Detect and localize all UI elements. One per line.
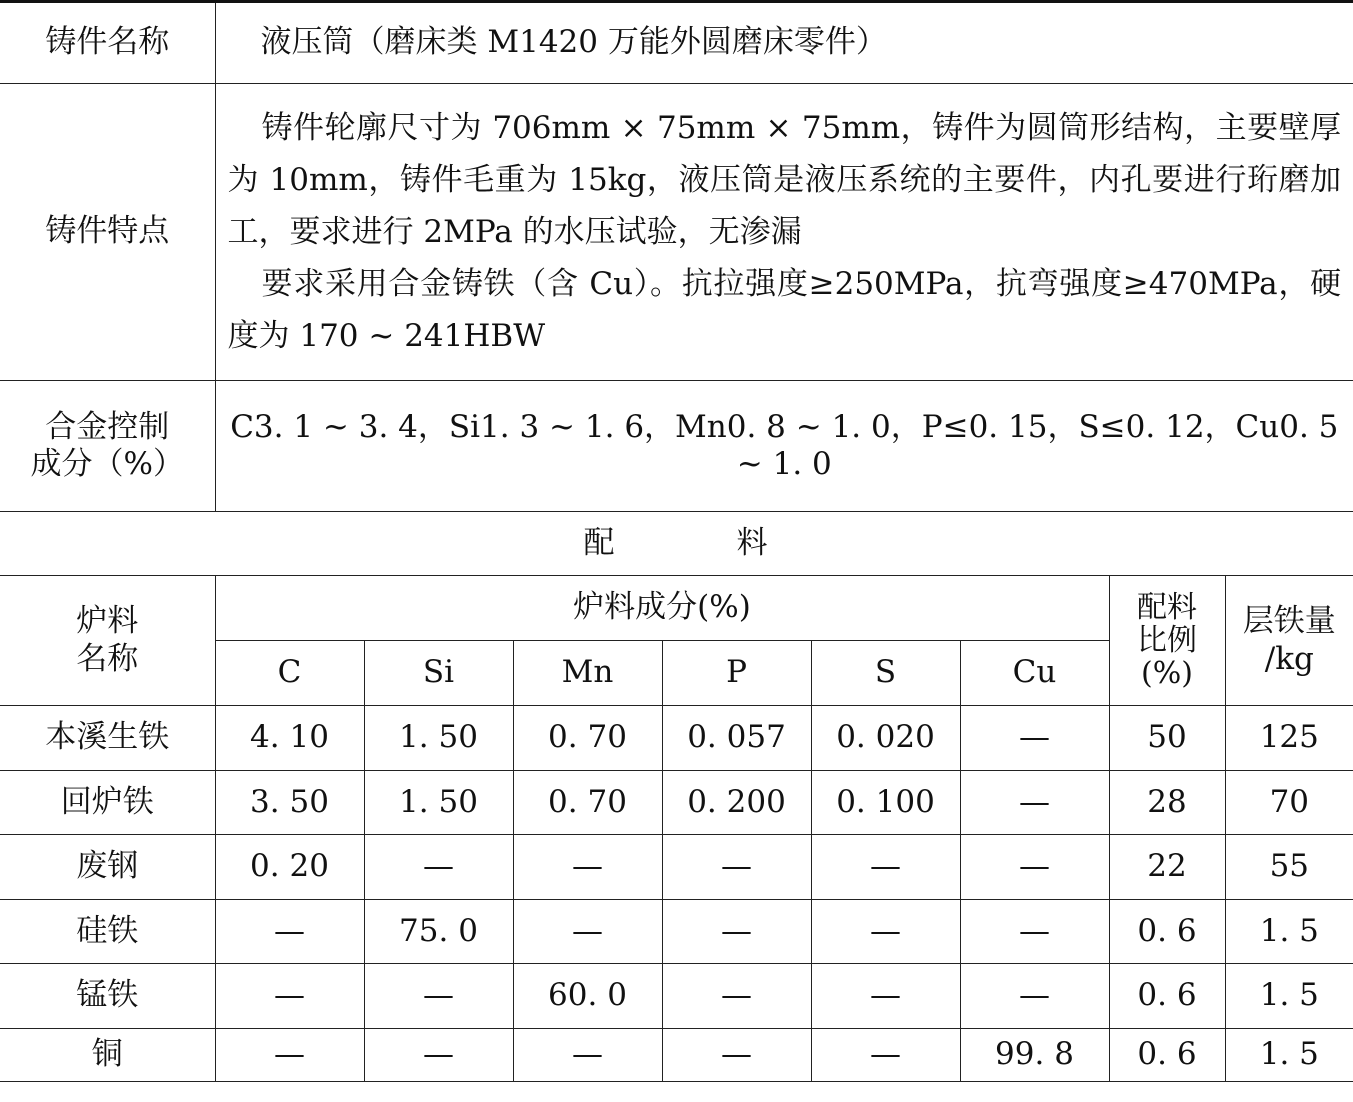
cell-si: 1. 50 (364, 706, 513, 771)
cell-ratio: 28 (1109, 770, 1225, 835)
charge-header-row-1 (0, 576, 1353, 641)
row-name: 回炉铁 (0, 770, 215, 835)
cell-p: — (662, 835, 811, 900)
casting-features-label: 铸件特点 (0, 84, 215, 381)
cell-s: — (811, 1028, 960, 1081)
alloy-label-line-1: 合金控制 (45, 408, 170, 445)
casting-name-label: 铸件名称 (0, 2, 215, 84)
cell-si: 1. 50 (364, 770, 513, 835)
casting-features-text (215, 84, 1353, 381)
cell-c: 3. 50 (215, 770, 364, 835)
header-ratio (1109, 576, 1225, 706)
header-charge-name (0, 576, 215, 706)
header-element-c: C (215, 641, 364, 706)
ratio-title (0, 512, 1353, 576)
header-charge-name-line-2: 名称 (76, 640, 139, 677)
casting-features-paragraph-2: 要求采用合金铸铁（含 Cu）。抗拉强度≥250MPa，抗弯强度≥470MPa，硬度为 170 ~ 241HBW (227, 266, 1342, 354)
header-layer-line-1: 层铁量 (1242, 603, 1336, 640)
cell-si: 75. 0 (364, 899, 513, 964)
cell-si: — (364, 835, 513, 900)
table-row (0, 770, 1353, 835)
cell-cu: — (960, 706, 1109, 771)
header-composition: 炉料成分(%) (215, 576, 1109, 641)
header-element-si: Si (364, 641, 513, 706)
cell-layer: 125 (1225, 706, 1353, 771)
cell-layer: 55 (1225, 835, 1353, 900)
cell-ratio: 22 (1109, 835, 1225, 900)
cell-layer: 1. 5 (1225, 899, 1353, 964)
alloy-composition-label (0, 381, 215, 512)
cell-s: — (811, 964, 960, 1029)
cell-mn: — (513, 899, 662, 964)
header-element-p: P (662, 641, 811, 706)
cell-si: — (364, 964, 513, 1029)
row-name: 本溪生铁 (0, 706, 215, 771)
ratio-title-row (0, 512, 1353, 576)
header-ratio-line-1: 配料 (1137, 590, 1197, 625)
table-row (0, 1028, 1353, 1081)
cell-p: — (662, 964, 811, 1029)
cell-cu: — (960, 770, 1109, 835)
casting-features-paragraph-1: 铸件轮廓尺寸为 706mm × 75mm × 75mm，铸件为圆筒形结构，主要壁厚为 10mm，铸件毛重为 15kg，液压筒是液压系统的主要件，内孔要进行珩磨加工，要求进行 2MPa 的水压试验，无渗漏 (227, 110, 1342, 250)
alloy-label-line-2: 成分（%） (30, 446, 184, 482)
alloy-composition-value: C3. 1 ~ 3. 4，Si1. 3 ~ 1. 6，Mn0. 8 ~ 1. 0，P≤0. 15，S≤0. 12，Cu0. 5 ~ 1. 0 (215, 381, 1353, 512)
casting-name-value: 液压筒（磨床类 M1420 万能外圆磨床零件） (215, 2, 1353, 84)
cell-c: 0. 20 (215, 835, 364, 900)
cell-layer: 70 (1225, 770, 1353, 835)
cell-s: 0. 020 (811, 706, 960, 771)
row-name: 锰铁 (0, 964, 215, 1029)
cell-mn: 60. 0 (513, 964, 662, 1029)
cell-ratio: 0. 6 (1109, 964, 1225, 1029)
table-row (0, 964, 1353, 1029)
cell-layer: 1. 5 (1225, 1028, 1353, 1081)
table-row (0, 899, 1353, 964)
row-name: 硅铁 (0, 899, 215, 964)
cell-layer: 1. 5 (1225, 964, 1353, 1029)
row-name: 铜 (0, 1028, 215, 1081)
cell-cu: 99. 8 (960, 1028, 1109, 1081)
ratio-title-char-2: 料 (736, 524, 770, 561)
cell-si: — (364, 1028, 513, 1081)
header-layer-line-2: /kg (1264, 640, 1314, 677)
ratio-title-char-1: 配 (583, 524, 617, 561)
cell-p: — (662, 899, 811, 964)
cell-c: — (215, 899, 364, 964)
cell-cu: — (960, 835, 1109, 900)
header-ratio-line-2: 比例 (1137, 623, 1197, 658)
cell-c: 4. 10 (215, 706, 364, 771)
cell-c: — (215, 964, 364, 1029)
alloy-composition-row (0, 381, 1353, 512)
casting-features-row (0, 84, 1353, 381)
cell-ratio: 50 (1109, 706, 1225, 771)
casting-name-row (0, 2, 1353, 84)
cell-ratio: 0. 6 (1109, 899, 1225, 964)
table-row (0, 706, 1353, 771)
header-element-mn: Mn (513, 641, 662, 706)
cell-s: — (811, 835, 960, 900)
cell-s: — (811, 899, 960, 964)
header-element-s: S (811, 641, 960, 706)
row-name: 废钢 (0, 835, 215, 900)
cell-cu: — (960, 899, 1109, 964)
header-ratio-line-3: (%) (1141, 656, 1193, 691)
header-charge-name-line-1: 炉料 (76, 603, 139, 640)
header-element-cu: Cu (960, 641, 1109, 706)
cell-ratio: 0. 6 (1109, 1028, 1225, 1081)
cell-s: 0. 100 (811, 770, 960, 835)
cell-c: — (215, 1028, 364, 1081)
cell-p: 0. 057 (662, 706, 811, 771)
cell-mn: — (513, 835, 662, 900)
table-row (0, 835, 1353, 900)
cell-cu: — (960, 964, 1109, 1029)
cell-p: — (662, 1028, 811, 1081)
cell-mn: — (513, 1028, 662, 1081)
cell-mn: 0. 70 (513, 770, 662, 835)
cell-mn: 0. 70 (513, 706, 662, 771)
cell-p: 0. 200 (662, 770, 811, 835)
header-layer-iron (1225, 576, 1353, 706)
